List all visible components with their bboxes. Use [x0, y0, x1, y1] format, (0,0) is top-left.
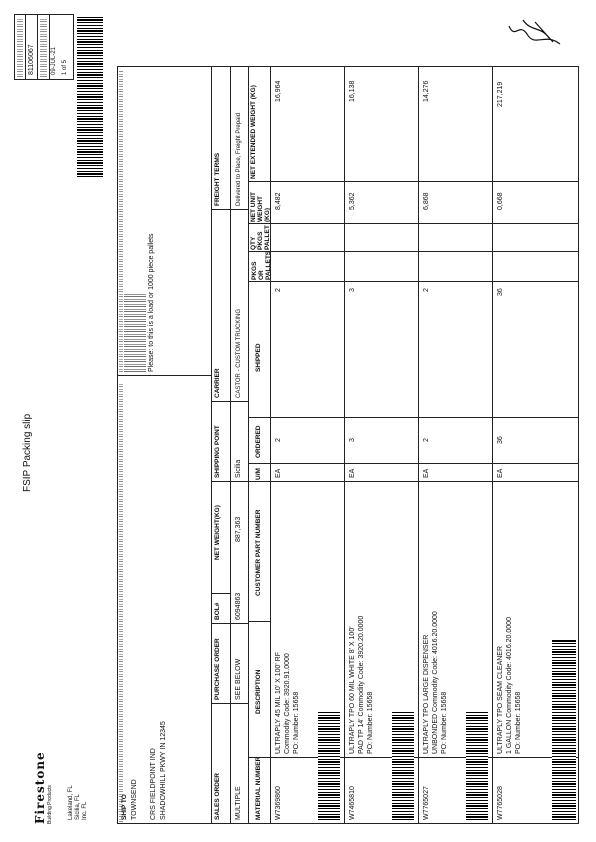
net-weight-value: 887,363	[235, 516, 242, 542]
row-desc-1: ULTRAPLY TPO 60 MIL WHITE 8' X 100'	[349, 626, 356, 754]
row-desc-3: PO: Number: 15658	[515, 691, 522, 754]
row-ext-weight: 16,964	[275, 80, 282, 102]
sender-line-1: Lakeland, FL	[68, 785, 74, 820]
row-ext-weight: 16,138	[349, 80, 356, 102]
row-unit-weight: 5,362	[349, 192, 356, 210]
freight-value: Delivered to Place, Freight Prepaid	[236, 112, 242, 206]
sender-address	[68, 785, 89, 820]
stamp-block	[124, 292, 146, 372]
col-pkgs: PKGS OR PALLETS	[251, 250, 272, 280]
ship-to-address: SHADOWHILL PKWY IN 12345	[160, 721, 167, 820]
row-barcode	[318, 710, 340, 820]
shipping-point-value: Sicilia	[235, 459, 242, 478]
row-material: W7465810	[349, 786, 356, 820]
row-desc-1: ULTRAPLY TPO SEAM CLEANER	[497, 645, 504, 754]
sold-to-noise	[119, 70, 123, 372]
freight-label: FREIGHT TERMS	[214, 152, 221, 206]
ship-to-name: TOWNSEND	[131, 779, 138, 820]
row-pkgs: 2	[423, 288, 430, 292]
row-desc-3: PO: Number: 15658	[293, 691, 300, 754]
slip-number-label-noise	[17, 17, 23, 77]
row-desc-2: PAD TP 14' Commodity Code: 3920.20.0000	[358, 615, 365, 754]
slip-date: 09-JUL-21	[51, 46, 57, 75]
col-shipped: SHIPPED	[255, 343, 262, 372]
col-qty-pkgs: QTY PKGS PALLET	[250, 225, 271, 250]
row-ordered: 2	[423, 438, 430, 442]
ship-to-label: SHIP TO	[121, 794, 128, 820]
row-um: EA	[497, 468, 504, 478]
po-value: SEE BELOW	[235, 658, 242, 700]
row-barcode	[552, 640, 576, 820]
ship-to-company: CRS FIELDPOINT IND	[150, 748, 157, 820]
sales-order-value: MULTIPLE	[235, 786, 242, 820]
row-um: EA	[423, 468, 430, 478]
row-material: W7765027	[423, 786, 430, 820]
remarks-text: Please: to this is a load or 1000 piece pallets	[148, 233, 155, 372]
row-desc-1: ULTRAPLY TPO LARGE DISPENSER	[423, 634, 430, 754]
row-desc-2: 1 GALLON Commodity Code: 4016.20.0000	[506, 617, 513, 754]
col-net-unit-weight: NET UNIT WEIGHT (KG)	[250, 192, 271, 222]
row-desc-3: PO: Number: 15658	[441, 691, 448, 754]
col-customer-part: CUSTOMER PART NUMBER	[255, 509, 262, 596]
col-net-ext-weight: NET EXTENDED WEIGHT (KG)	[250, 85, 257, 179]
row-ordered: 2	[275, 438, 282, 442]
bol-label: BOL#	[214, 602, 221, 620]
row-desc-3: PO: Number: 15658	[367, 691, 374, 754]
row-ordered: 36	[497, 436, 504, 444]
slip-number-sub-noise	[40, 17, 47, 77]
po-label: PURCHASE ORDER	[214, 638, 221, 700]
col-um: U/M	[255, 468, 262, 480]
row-barcode	[466, 710, 488, 820]
row-um: EA	[275, 468, 282, 478]
row-ext-weight: 14,276	[423, 80, 430, 102]
row-um: EA	[349, 468, 356, 478]
row-barcode	[392, 710, 414, 820]
row-ordered: 3	[349, 438, 356, 442]
row-pkgs: 36	[497, 288, 504, 296]
row-pkgs: 2	[275, 288, 282, 292]
signature-scribble	[505, 12, 565, 52]
sender-line-2: Sicilia, FL	[75, 793, 81, 820]
row-unit-weight: 6,868	[423, 192, 430, 210]
net-weight-label: NET WEIGHT(KG)	[214, 505, 221, 560]
slip-number-box	[14, 14, 74, 80]
row-unit-weight: 8,482	[275, 192, 282, 210]
row-material: W7765028	[497, 786, 504, 820]
shipping-point-label: SHIPPING POINT	[214, 425, 221, 478]
col-material: MATERIAL NUMBER	[255, 756, 262, 820]
brand-logo	[33, 751, 54, 824]
slip-number: 81106067	[28, 44, 35, 75]
row-unit-weight: 0,668	[497, 192, 504, 210]
sales-order-label: SALES ORDER	[214, 773, 221, 820]
row-pkgs: 3	[349, 288, 356, 292]
bol-value: 6094863	[235, 592, 242, 620]
row-desc-1: ULTRAPLY 45 MIL 10' X 100' RF	[275, 651, 282, 754]
row-ext-weight: 217,219	[497, 81, 504, 107]
page-title: FSIP Packing slip	[22, 413, 33, 492]
row-material: W7369860	[275, 786, 282, 820]
col-ordered: ORDERED	[255, 425, 262, 458]
col-description: DESCRIPTION	[255, 669, 262, 714]
brand-name: Firestone	[33, 751, 47, 824]
slip-barcode	[77, 17, 103, 177]
row-desc-2: Commodity Code: 3920.91.0000	[284, 653, 291, 754]
carrier-value: CASTOR - CUSTOM TRUCKING	[236, 308, 242, 398]
sender-line-3: Inc. FL	[82, 801, 88, 820]
carrier-label: CARRIER	[214, 368, 221, 398]
row-desc-2: UNBONDED Commodity Code: 4016.20.0000	[432, 611, 439, 754]
slip-page: 1 of 5	[62, 59, 68, 75]
brand-tagline: Building Products	[47, 785, 53, 824]
